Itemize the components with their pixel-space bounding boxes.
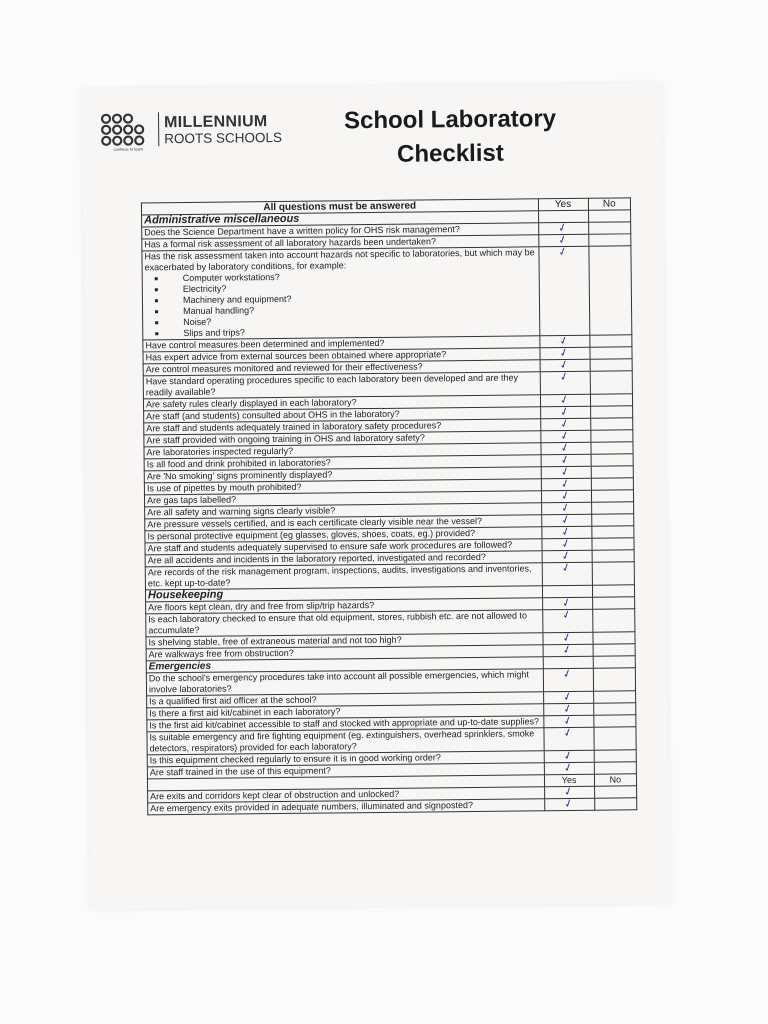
no-answer-cell[interactable] (592, 609, 635, 632)
question-text: Is use of pipettes by mouth prohibited? (146, 481, 302, 494)
no-answer-cell[interactable] (591, 478, 633, 490)
yes-column-header: Yes (538, 198, 588, 211)
checkmark-icon: ✓ (559, 499, 573, 516)
checkmark-icon: ✓ (557, 332, 571, 349)
no-answer-cell[interactable] (592, 538, 634, 550)
no-answer-cell (593, 656, 635, 668)
yes-column-header: Yes (544, 774, 594, 787)
question-text: Are all safety and warning signs clearly visible? (147, 505, 336, 518)
no-answer-cell[interactable] (593, 715, 635, 727)
question-cell (142, 247, 539, 340)
no-answer-cell[interactable] (588, 222, 630, 234)
page-header (98, 95, 659, 201)
no-answer-cell[interactable] (594, 727, 637, 750)
question-text: Is the first aid kit/cabinet accessible to staff and stocked with appropriate and up-to-date supplies? (149, 716, 539, 731)
question-text: Are records of the risk management program, inspections, audits, investigations and inventories, etc. kept up-to-date? (147, 563, 532, 589)
question-text: Are staff and students adequately supervised to ensure safe work procedures are followed? (147, 539, 513, 554)
question-text: Has the risk assessment taken into account hazards not specific to laboratories, but which may be exacerbated by laboratory conditions, for example: (144, 247, 535, 273)
question-text: Are laboratories inspected regularly? (146, 445, 294, 458)
question-text: Are emergency exits provided in adequate numbers, illuminated and signposted? (150, 800, 473, 814)
logo-tagline: continue to learn (113, 146, 144, 152)
no-answer-cell[interactable] (590, 359, 632, 371)
example-list-item: ▪ Manual handling? (167, 302, 537, 317)
checkmark-icon: ✓ (561, 665, 575, 682)
no-answer-cell[interactable] (590, 371, 633, 394)
question-text: Are pressure vessels certified, and is each certificate clearly visible near the vessel? (147, 515, 482, 530)
yes-answer-cell[interactable] (542, 559, 592, 586)
no-answer-cell[interactable] (591, 502, 633, 514)
school-logo-icon (98, 110, 154, 151)
question-text: Are all accidents and incidents in the laboratory reported, investigated and recorded? (147, 551, 486, 566)
question-text: Are gas taps labelled? (146, 494, 237, 506)
no-answer-cell[interactable] (594, 750, 636, 762)
question-text: Is a qualified first aid officer at the school? (149, 694, 317, 707)
checkmark-icon: ✓ (558, 344, 571, 361)
logo-name-line1: MILLENNIUM (163, 113, 268, 132)
question-text: Is there a first aid kit/cabinet in each laboratory? (149, 706, 341, 719)
example-list (145, 269, 537, 339)
no-column-header: No (594, 774, 636, 786)
checkmark-icon: ✓ (559, 475, 573, 492)
checkmark-icon: ✓ (561, 688, 575, 705)
checkmark-icon: ✓ (559, 511, 573, 528)
table-header-title: All questions must be answered (141, 199, 538, 215)
checkmark-icon: ✓ (559, 487, 573, 504)
page-title (320, 102, 581, 173)
checkmark-icon: ✓ (560, 629, 574, 646)
question-row (142, 246, 632, 340)
example-list-item: ▪ Computer workstations? (167, 269, 537, 284)
page-title-line1: School Laboratory (343, 105, 557, 135)
no-answer-cell[interactable] (591, 454, 633, 466)
yes-answer-cell[interactable] (543, 641, 593, 658)
checkmark-icon: ✓ (558, 356, 572, 373)
no-answer-cell[interactable] (593, 691, 635, 703)
checkmark-icon: ✓ (559, 463, 573, 480)
example-list-item: ▪ Electricity? (167, 280, 537, 295)
question-text: Does the Science Department have a written policy for OHS risk management? (144, 224, 460, 238)
checkmark-icon: ✓ (560, 547, 574, 564)
question-text: Is personal protective equipment (eg glasses, gloves, shoes, coats, eg.) provided? (147, 527, 476, 542)
checkmark-icon: ✓ (556, 243, 570, 260)
question-text: Is shelving stable, free of extraneous material and not too high? (148, 634, 402, 648)
section-title: Administrative miscellaneous (142, 211, 539, 227)
question-text: Are walkways free from obstruction? (148, 647, 294, 660)
question-text: Is suitable emergency and fire fighting equipment (eg. extinguishers, overhead sprinklers, smoke detectors, respirators) provided for each laboratory? (149, 728, 535, 754)
yes-answer-cell[interactable] (544, 795, 594, 812)
checkmark-icon: ✓ (560, 559, 574, 576)
no-answer-cell[interactable] (593, 632, 635, 644)
no-answer-cell[interactable] (593, 668, 636, 691)
no-answer-cell[interactable] (593, 644, 635, 656)
section-title: Housekeeping (145, 586, 542, 602)
page-title-line2: Checklist (396, 139, 504, 168)
checkmark-icon: ✓ (560, 535, 573, 552)
checkmark-icon: ✓ (558, 403, 572, 420)
checkmark-icon: ✓ (556, 219, 570, 236)
no-answer-cell[interactable] (592, 597, 634, 609)
checkmark-icon: ✓ (562, 783, 576, 800)
question-text: Do the school's emergency procedures take into account all possible emergencies, which might involve laboratories? (148, 669, 529, 695)
checkmark-icon: ✓ (559, 439, 572, 456)
yes-answer-cell[interactable] (544, 759, 594, 776)
no-answer-cell[interactable] (594, 786, 636, 798)
no-answer-cell (588, 210, 630, 222)
no-answer-cell[interactable] (591, 514, 633, 526)
no-answer-cell[interactable] (591, 430, 633, 442)
checkmark-icon: ✓ (562, 759, 576, 776)
no-answer-cell[interactable] (592, 526, 634, 538)
no-answer-cell[interactable] (590, 347, 632, 359)
checkmark-icon: ✓ (558, 391, 572, 408)
no-answer-cell[interactable] (593, 703, 635, 715)
question-text: Is all food and drink prohibited in laboratories? (146, 457, 331, 470)
section-title: Emergencies (146, 657, 543, 673)
example-list-item: ▪ Noise? (167, 313, 537, 328)
question-text: Has expert advice from external sources been obtained where appropriate? (145, 349, 447, 363)
checkmark-icon: ✓ (556, 231, 570, 248)
checkmark-icon: ✓ (558, 368, 572, 385)
checkmark-icon: ✓ (561, 712, 575, 729)
logo-name-line2: ROOTS SCHOOLS (164, 129, 283, 147)
question-text: Are exits and corridors kept clear of obstruction and unlocked? (150, 788, 400, 802)
question-text: Are control measures monitored and reviewed for their effectiveness? (145, 361, 423, 375)
no-answer-cell[interactable] (590, 394, 632, 406)
checkmark-icon: ✓ (559, 451, 573, 468)
question-text: Are safety rules clearly displayed in each laboratory? (145, 397, 357, 410)
checkmark-icon: ✓ (562, 795, 576, 812)
example-list-item: ▪ Slips and trips? (167, 324, 537, 339)
question-text: Are 'No smoking' signs prominently displayed? (146, 469, 333, 482)
example-list-item: ▪ Machinery and equipment? (167, 291, 537, 306)
question-text: Are staff provided with ongoing training in OHS and laboratory safety? (146, 432, 425, 446)
question-text: Are staff (and students) consulted about OHS in the laboratory? (146, 408, 400, 422)
checklist-page (82, 83, 671, 909)
no-answer-cell[interactable] (591, 490, 633, 502)
checkmark-icon: ✓ (562, 747, 576, 764)
checkmark-icon: ✓ (560, 594, 574, 611)
no-answer-cell[interactable] (592, 550, 634, 562)
checkmark-icon: ✓ (561, 724, 575, 741)
no-answer-cell[interactable] (589, 246, 632, 335)
no-answer-cell[interactable] (591, 466, 633, 478)
question-text: Are staff trained in the use of this equipment? (149, 765, 331, 778)
no-answer-cell[interactable] (588, 234, 630, 246)
checkmark-icon: ✓ (558, 415, 572, 432)
no-answer-cell[interactable] (594, 762, 636, 774)
logo-divider (158, 112, 159, 146)
no-answer-cell[interactable] (590, 335, 632, 347)
question-text: Are staff and students adequately trained in laboratory safety procedures? (146, 420, 442, 434)
yes-answer-cell[interactable] (538, 243, 589, 336)
checkmark-icon: ✓ (558, 427, 572, 444)
no-answer-cell[interactable] (592, 562, 635, 585)
no-answer-cell[interactable] (591, 442, 633, 454)
question-text: Have control measures been determined and implemented? (145, 337, 385, 351)
no-answer-cell[interactable] (590, 406, 632, 418)
no-answer-cell (592, 585, 634, 597)
checkmark-icon: ✓ (559, 523, 573, 540)
no-answer-cell[interactable] (594, 798, 636, 810)
question-text: Has a formal risk assessment of all laboratory hazards been undertaken? (144, 236, 437, 250)
question-text: Is each laboratory checked to ensure that old equipment, stores, rubbish etc. are not allowed to accumulate? (148, 610, 528, 636)
question-text: Have standard operating procedures specific to each laboratory been developed and are they readily available? (145, 372, 519, 398)
question-text: Are floors kept clean, dry and free from slip/trip hazards? (148, 600, 375, 613)
checkmark-icon: ✓ (561, 700, 575, 717)
no-column-header: No (588, 198, 630, 210)
no-answer-cell[interactable] (590, 418, 632, 430)
checkmark-icon: ✓ (560, 606, 574, 623)
question-text: Is this equipment checked regularly to ensure it is in good working order? (149, 752, 441, 766)
checkmark-icon: ✓ (561, 641, 574, 658)
checklist-table (141, 197, 637, 815)
